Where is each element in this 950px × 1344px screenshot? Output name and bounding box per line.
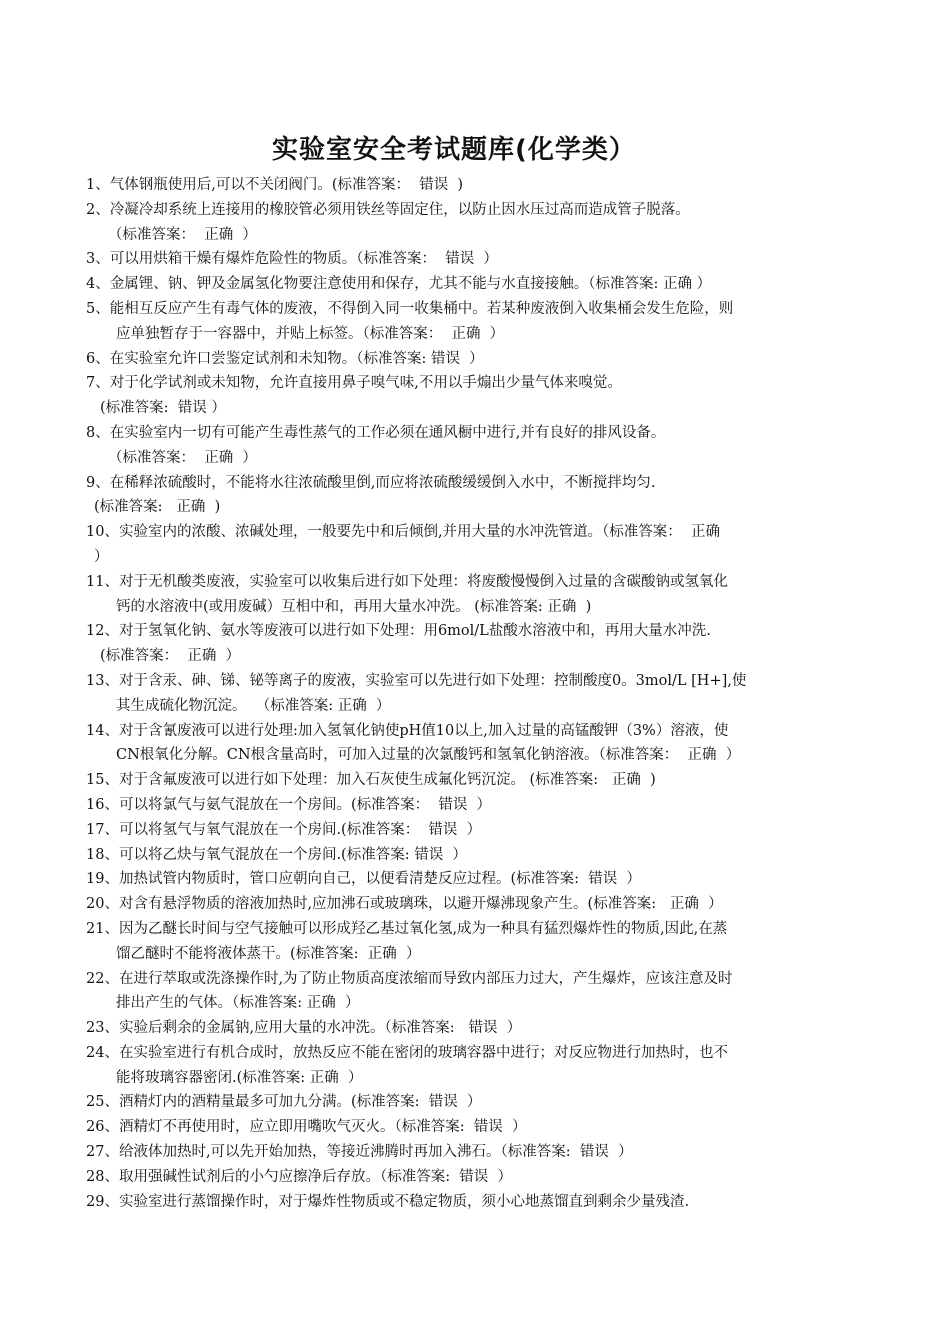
- question-27: 27、给液体加热时,可以先开始加热，等接近沸腾时再加入沸石。（标准答案: 错误 ）: [86, 1144, 633, 1161]
- question-19: 19、加热试管内物质时，管口应朝向自己，以便看清楚反应过程。(标准答案: 错误 ）: [86, 871, 641, 888]
- question-9-answer: (标准答案: 正确 ): [94, 499, 221, 516]
- question-22: 22、在进行萃取或洗涤操作时,为了防止物质高度浓缩而导致内部压力过大，产生爆炸，应该注意及时: [86, 970, 733, 987]
- question-2-answer: （标准答案： 正确 ）: [108, 226, 257, 243]
- question-14-cont: CN根氧化分解。CN根含量高时，可加入过量的次氯酸钙和氢氧化钠溶液。（标准答案： 正确 ）: [116, 747, 741, 764]
- question-24: 24、在实验室进行有机合成时，放热反应不能在密闭的玻璃容器中进行；对反应物进行加热时，也不: [86, 1044, 728, 1061]
- question-2: 2、冷凝冷却系统上连接用的橡胶管必须用铁丝等固定住，以防止因水压过高而造成管子脱落。: [86, 201, 690, 218]
- question-24-cont: 能将玻璃容器密闭.(标准答案: 正确 ）: [116, 1069, 363, 1086]
- question-15: 15、对于含氟废液可以进行如下处理：加入石灰使生成氟化钙沉淀。 (标准答案: 正确 ): [86, 772, 656, 789]
- question-29: 29、实验室进行蒸馏操作时，对于爆炸性物质或不稳定物质，须小心地蒸馏直到剩余少量残渣.: [86, 1193, 690, 1210]
- question-list: [86, 173, 846, 1214]
- question-13: 13、对于含汞、砷、锑、铋等离子的废液，实验室可以先进行如下处理：控制酸度0。3mol/L [H+],使: [86, 672, 747, 689]
- question-10-cont: ）: [94, 548, 109, 565]
- question-11-cont: 钙的水溶液中(或用废碱）互相中和，再用大量水冲洗。 (标准答案: 正确 ): [116, 598, 592, 615]
- question-26: 26、酒精灯不再使用时，应立即用嘴吹气灭火。（标准答案: 错误 ）: [86, 1119, 527, 1136]
- question-5: 5、能相互反应产生有毒气体的废液，不得倒入同一收集桶中。若某种废液倒入收集桶会发生危险，则: [86, 300, 734, 317]
- question-8-answer: （标准答案： 正确 ）: [108, 449, 257, 466]
- question-17: 17、可以将氢气与氧气混放在一个房间.(标准答案： 错误 ）: [86, 821, 482, 838]
- question-10: 10、实验室内的浓酸、浓碱处理，一般要先中和后倾倒,并用大量的水冲洗管道。（标准答案： 正确: [86, 524, 721, 541]
- question-22-cont: 排出产生的气体。（标准答案: 正确 ）: [116, 995, 360, 1012]
- question-28: 28、取用强碱性试剂后的小勺应擦净后存放。（标准答案: 错误 ）: [86, 1168, 513, 1185]
- question-16: 16、可以将氯气与氨气混放在一个房间。(标准答案： 错误 ）: [86, 796, 492, 813]
- question-20: 20、对含有悬浮物质的溶液加热时,应加沸石或玻璃珠，以避开爆沸现象产生。(标准答案: 正确 ）: [86, 896, 723, 913]
- question-7-answer: (标准答案: 错误 ）: [100, 400, 226, 417]
- question-21: 21、因为乙醚长时间与空气接触可以形成羟乙基过氧化氢,成为一种具有猛烈爆炸性的物质,因此,在蒸: [86, 920, 728, 937]
- question-5-cont: 应单独暂存于一容器中，并贴上标签。（标准答案： 正确 ）: [116, 325, 505, 342]
- question-3: 3、可以用烘箱干燥有爆炸危险性的物质。（标准答案： 错误 ）: [86, 251, 498, 268]
- question-6: 6、在实验室允许口尝鉴定试剂和未知物。（标准答案: 错误 ）: [86, 350, 484, 367]
- question-13-cont: 其生成硫化物沉淀。 （标准答案: 正确 ）: [116, 697, 391, 714]
- question-12-answer: (标准答案： 正确 ）: [100, 648, 241, 665]
- question-23: 23、实验后剩余的金属钠,应用大量的水冲洗。（标准答案: 错误 ）: [86, 1020, 522, 1037]
- question-21-cont: 馏乙醚时不能将液体蒸干。(标准答案: 正确 ）: [116, 945, 421, 962]
- question-1: 1、气体钢瓶使用后,可以不关闭阀门。(标准答案： 错误 ): [86, 177, 464, 193]
- page-title: 实验室安全考试题库(化学类）: [272, 135, 636, 165]
- question-7: 7、对于化学试剂或未知物，允许直接用鼻子嗅气味,不用以手煽出少量气体来嗅觉。: [86, 375, 622, 392]
- question-9: 9、在稀释浓硫酸时，不能将水往浓硫酸里倒,而应将浓硫酸缓缓倒入水中，不断搅拌均匀.: [86, 474, 656, 491]
- question-12: 12、对于氢氧化钠、氨水等废液可以进行如下处理：用6mol/L盐酸水溶液中和，再用大量水冲洗.: [86, 623, 711, 640]
- question-11: 11、对于无机酸类废液，实验室可以收集后进行如下处理：将废酸慢慢倒入过量的含碳酸钠或氢氧化: [86, 573, 728, 590]
- question-18: 18、可以将乙炔与氧气混放在一个房间.(标准答案: 错误 ）: [86, 846, 467, 863]
- question-25: 25、酒精灯内的酒精量最多可加九分满。(标准答案: 错误 ）: [86, 1094, 482, 1111]
- question-14: 14、对于含氰废液可以进行处理:加入氢氧化钠使pH值10以上,加入过量的高锰酸钾（3%）溶液，使: [86, 722, 729, 739]
- question-8: 8、在实验室内一切有可能产生毒性蒸气的工作必须在通风橱中进行,并有良好的排风设备。: [86, 424, 666, 441]
- question-4: 4、金属锂、钠、钾及金属氢化物要注意使用和保存，尤其不能与水直接接触。（标准答案: 正确 ）: [86, 276, 712, 293]
